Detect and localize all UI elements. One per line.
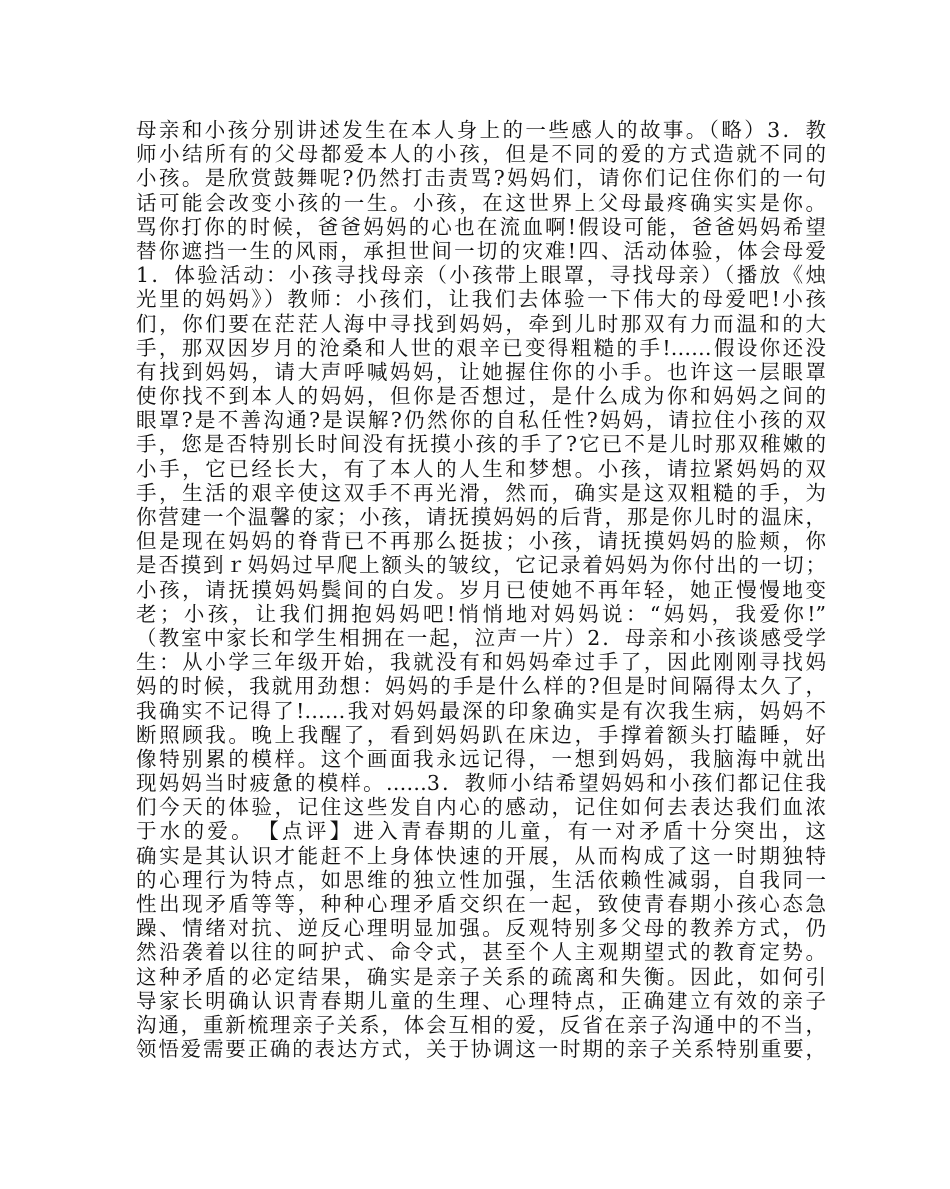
text-line-1: 母亲和小孩分别讲述发生在本人身上的一些感人的故事。（略）3．教 xyxy=(136,118,826,142)
text-line-13: 眼罩?是不善沟通?是误解?仍然你的自私任性?妈妈，请拉住小孩的双 xyxy=(136,408,826,433)
text-line-36: 这种矛盾的必定结果，确实是亲子关系的疏离和失衡。因此，如何引 xyxy=(136,964,826,989)
text-line-28: 现妈妈当时疲惫的模样。……3．教师小结希望妈妈和小孩们都记住我 xyxy=(136,771,826,796)
text-line-39: 领悟爱需要正确的表达方式，关于协调这一时期的亲子关系特别重要， xyxy=(136,1037,826,1062)
text-line-9: 们，你们要在茫茫人海中寻找到妈妈，牵到儿时那双有力而温和的大 xyxy=(136,311,826,336)
text-line-6: 替你遮挡一生的风雨，承担世间一切的灾难!四、活动体验，体会母爱 xyxy=(136,238,826,263)
text-line-29: 们今天的体验，记住这些发自内心的感动，记住如何去表达我们血浓 xyxy=(136,795,826,820)
text-line-31: 确实是其认识才能赶不上身体快速的开展，从而构成了这一时期独特 xyxy=(136,843,826,868)
text-line-35: 然沿袭着以往的呵护式、命令式，甚至个人主观期望式的教育定势。 xyxy=(136,940,826,965)
text-line-11: 有找到妈妈，请大声呼喊妈妈，让她握住你的小手。也许这一层眼罩 xyxy=(136,359,826,384)
text-line-24: 妈的时候，我就用劲想：妈妈的手是什么样的?但是时间隔得太久了， xyxy=(136,674,826,699)
text-line-27: 像特别累的模样。这个画面我永远记得，一想到妈妈，我脑海中就出 xyxy=(136,746,826,771)
text-line-5: 骂你打你的时候，爸爸妈妈的心也在流血啊!假设可能，爸爸妈妈希望 xyxy=(136,214,826,239)
text-line-25: 我确实不记得了!……我对妈妈最深的印象确实是有次我生病，妈妈不 xyxy=(136,698,826,723)
text-line-8: 光里的妈妈》）教师：小孩们，让我们去体验一下伟大的母爱吧!小孩 xyxy=(136,287,826,312)
text-line-18: 但是现在妈妈的脊背已不再那么挺拔；小孩，请抚摸妈妈的脸颊，你 xyxy=(136,529,826,554)
text-line-21: 老；小孩，让我们拥抱妈妈吧!悄悄地对妈妈说：“妈妈，我爱你!” xyxy=(136,601,826,626)
text-line-17: 你营建一个温馨的家；小孩，请抚摸妈妈的后背，那是你儿时的温床， xyxy=(136,505,826,529)
text-line-3: 小孩。是欣赏鼓舞呢?仍然打击责骂?妈妈们，请你们记住你们的一句 xyxy=(136,166,826,191)
text-line-15: 小手，它已经长大，有了本人的人生和梦想。小孩，请拉紧妈妈的双 xyxy=(136,456,826,481)
text-line-33: 性出现矛盾等等，种种心理矛盾交织在一起，致使青春期小孩心态急 xyxy=(136,892,826,916)
body-text xyxy=(136,118,826,1061)
text-line-30: 于水的爱。 【点评】进入青春期的儿童，有一对矛盾十分突出，这 xyxy=(136,819,826,844)
text-line-2: 师小结所有的父母都爱本人的小孩，但是不同的爱的方式造就不同的 xyxy=(136,142,826,167)
text-line-19: 是否摸到ｒ妈妈过早爬上额头的皱纹，它记录着妈妈为你付出的一切； xyxy=(136,553,826,578)
text-line-4: 话可能会改变小孩的一生。小孩，在这世界上父母最疼确实实是你。 xyxy=(136,190,826,215)
text-line-23: 生：从小学三年级开始，我就没有和妈妈牵过手了，因此刚刚寻找妈 xyxy=(136,650,826,675)
text-line-14: 手，您是否特别长时间没有抚摸小孩的手了?它已不是儿时那双稚嫩的 xyxy=(136,432,826,457)
text-line-38: 沟通，重新梳理亲子关系，体会互相的爱，反省在亲子沟通中的不当， xyxy=(136,1012,826,1037)
text-line-20: 小孩，请抚摸妈妈鬓间的白发。岁月已使她不再年轻，她正慢慢地变 xyxy=(136,577,826,602)
text-line-32: 的心理行为特点，如思维的独立性加强，生活依赖性减弱，自我同一 xyxy=(136,867,826,892)
text-line-12: 使你找不到本人的妈妈，但你是否想过，是什么成为你和妈妈之间的 xyxy=(136,384,826,409)
text-line-10: 手，那双因岁月的沧桑和人世的艰辛已变得粗糙的手!……假设你还没 xyxy=(136,335,826,360)
text-line-26: 断照顾我。晚上我醒了，看到妈妈趴在床边，手撑着额头打瞌睡，好 xyxy=(136,722,826,747)
text-line-37: 导家长明确认识青春期儿童的生理、心理特点，正确建立有效的亲子 xyxy=(136,988,826,1013)
text-line-16: 手，生活的艰辛使这双手不再光滑，然而，确实是这双粗糙的手，为 xyxy=(136,480,826,505)
text-line-7: 1．体验活动：小孩寻找母亲（小孩带上眼罩，寻找母亲）（播放《烛 xyxy=(136,263,826,288)
text-line-22: （教室中家长和学生相拥在一起，泣声一片）2．母亲和小孩谈感受学 xyxy=(136,625,826,650)
text-line-34: 躁、情绪对抗、逆反心理明显加强。反观特别多父母的教养方式，仍 xyxy=(136,916,826,941)
